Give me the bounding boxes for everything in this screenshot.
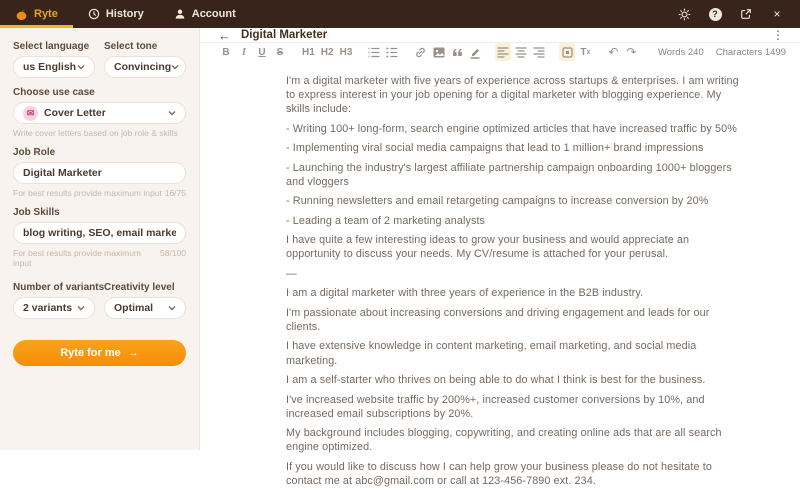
word-count: Words 240: [657, 46, 704, 58]
theme-toggle-icon[interactable]: [677, 7, 691, 21]
h1-button[interactable]: H1: [302, 46, 315, 58]
editor-panel: [200, 27, 800, 487]
chevron-down-icon: [168, 305, 176, 311]
help-icon[interactable]: [708, 7, 722, 21]
tone-label: Select tone: [104, 41, 158, 52]
variants-value: 2 variants: [23, 302, 73, 314]
highlight-pen-button[interactable]: [467, 43, 483, 61]
italic-button[interactable]: I: [242, 46, 246, 58]
editor-paragraph: I'm a digital marketer with five years of experience across startups & enterprises. I am writing to express interest in your job opening for a digital marketer with blogging experience. My skills include:: [286, 75, 739, 116]
editor-header: [200, 28, 800, 43]
use-case-select[interactable]: [13, 102, 186, 124]
ryte-for-me-button[interactable]: [13, 340, 186, 366]
sidebar: [0, 28, 200, 450]
editor-paragraph: I have quite a few interesting ideas to grow your business and would appreciate an opportunity to discuss your needs. My CV/resume is attached for your perusal.: [286, 234, 690, 261]
clear-formatting-button[interactable]: T x: [580, 46, 591, 58]
link-button[interactable]: [412, 43, 429, 61]
editor-paragraph: - Running newsletters and email retargeting campaigns to increase conversion by 20%: [286, 195, 709, 208]
tone-value: Convincing: [114, 61, 172, 73]
h2-button[interactable]: H2: [320, 46, 334, 58]
job-role-counter: 16/75: [164, 188, 186, 198]
tone-select[interactable]: [104, 56, 186, 78]
job-role-input[interactable]: [13, 162, 186, 184]
editor-paragraph: I am a digital marketer with three years of experience in the B2B industry.: [286, 287, 644, 300]
editor-content[interactable]: [200, 61, 745, 493]
numbered-list-button[interactable]: [384, 43, 400, 61]
editor-paragraph: I have extensive knowledge in content marketing, email marketing, and social media marketing.: [286, 340, 697, 367]
ryte-for-me-label: Ryte for me: [60, 347, 121, 359]
open-external-icon[interactable]: [739, 7, 753, 21]
align-left-button[interactable]: [495, 43, 511, 61]
job-skills-helper: For best results provide maximum input: [13, 248, 142, 268]
align-right-button[interactable]: [531, 43, 547, 61]
editor-paragraph: - Writing 100+ long-form, search engine optimized articles that have increased traffic by 50%: [286, 122, 737, 135]
arrow-right-icon: →: [127, 347, 139, 359]
chevron-down-icon: [168, 110, 176, 116]
bullet-list-button[interactable]: [366, 43, 382, 61]
editor-paragraph: I am a self-starter who thrives on being able to do what I think is best for the business.: [286, 374, 706, 387]
cover-letter-icon: ✉: [23, 106, 38, 121]
editor-paragraph: —: [286, 267, 297, 280]
redo-button[interactable]: ↷: [626, 45, 637, 59]
creativity-label: Creativity level: [104, 282, 175, 293]
chevron-down-icon: [77, 64, 85, 70]
ryte-logo-icon: [15, 8, 28, 21]
history-clock-icon: [88, 8, 100, 20]
topbar-actions: [677, 0, 800, 28]
variants-select[interactable]: [13, 297, 95, 319]
close-icon[interactable]: ×: [773, 7, 781, 21]
chevron-down-icon: [77, 305, 85, 311]
editor-toolbar: [200, 43, 800, 61]
job-skills-counter: 58/100: [160, 248, 186, 258]
format-box-button[interactable]: [559, 43, 575, 61]
language-label: Select language: [13, 41, 90, 52]
account-person-icon: [174, 8, 186, 20]
tab-ryte[interactable]: [0, 0, 73, 28]
job-role-label: Job Role: [13, 147, 56, 158]
creativity-value: Optimal: [114, 302, 154, 314]
editor-paragraph: - Launching the industry's largest affiliate partnership campaign onboarding 1000+ bloggers and vloggers: [286, 161, 732, 188]
help-glyph: ?: [709, 8, 722, 21]
editor-paragraph: I'm passionate about increasing conversions and driving engagement and leads for our clients.: [286, 306, 710, 333]
job-role-helper: For best results provide maximum input: [13, 188, 162, 198]
editor-paragraph: My background includes blogging, copywriting, and creating online ads that are all search engine optimized.: [286, 427, 722, 454]
align-center-button[interactable]: [513, 43, 529, 61]
tab-ryte-label: Ryte: [34, 8, 58, 20]
job-skills-input[interactable]: [13, 222, 186, 244]
language-select[interactable]: [13, 56, 95, 78]
document-title: Digital Marketer: [241, 29, 328, 41]
chevron-down-icon: [171, 64, 179, 70]
variants-label: Number of variants: [13, 282, 105, 293]
kebab-menu-icon[interactable]: ⋮: [772, 28, 784, 42]
use-case-label: Choose use case: [13, 87, 95, 98]
job-skills-label: Job Skills: [13, 207, 60, 218]
tab-history-label: History: [105, 8, 144, 20]
editor-paragraph: - Leading a team of 2 marketing analysts: [286, 214, 486, 227]
use-case-value: Cover Letter: [44, 107, 106, 119]
h3-button[interactable]: H3: [339, 46, 353, 58]
tab-account[interactable]: [159, 0, 251, 28]
language-value: us English: [23, 61, 77, 73]
document-stats: [658, 47, 786, 58]
image-button[interactable]: [431, 43, 447, 61]
tab-account-label: Account: [191, 8, 236, 20]
topbar: [0, 0, 800, 28]
bold-button[interactable]: B: [222, 46, 230, 58]
use-case-helper: Write cover letters based on job role & skills: [13, 128, 178, 138]
editor-paragraph: If you would like to discuss how I can help grow your business please do not hesitate to contact me at abc@gmail.com or call at 123-456-7890 ext. 234.: [286, 460, 712, 487]
blockquote-button[interactable]: [449, 43, 465, 61]
editor-paragraph: I've increased website traffic by 200%+, increased customer conversions by 10%, and increased email subscriptions by 20%.: [286, 393, 705, 420]
back-button[interactable]: ←: [218, 27, 231, 43]
underline-button[interactable]: U: [258, 46, 266, 58]
tab-history[interactable]: [73, 0, 159, 28]
editor-paragraph: - Implementing viral social media campaigns that lead to 1 million+ brand impressions: [286, 142, 704, 155]
character-count: Characters 1499: [715, 46, 786, 58]
strikethrough-button[interactable]: S: [276, 46, 284, 58]
creativity-select[interactable]: [104, 297, 186, 319]
undo-button[interactable]: ↶: [608, 45, 619, 59]
